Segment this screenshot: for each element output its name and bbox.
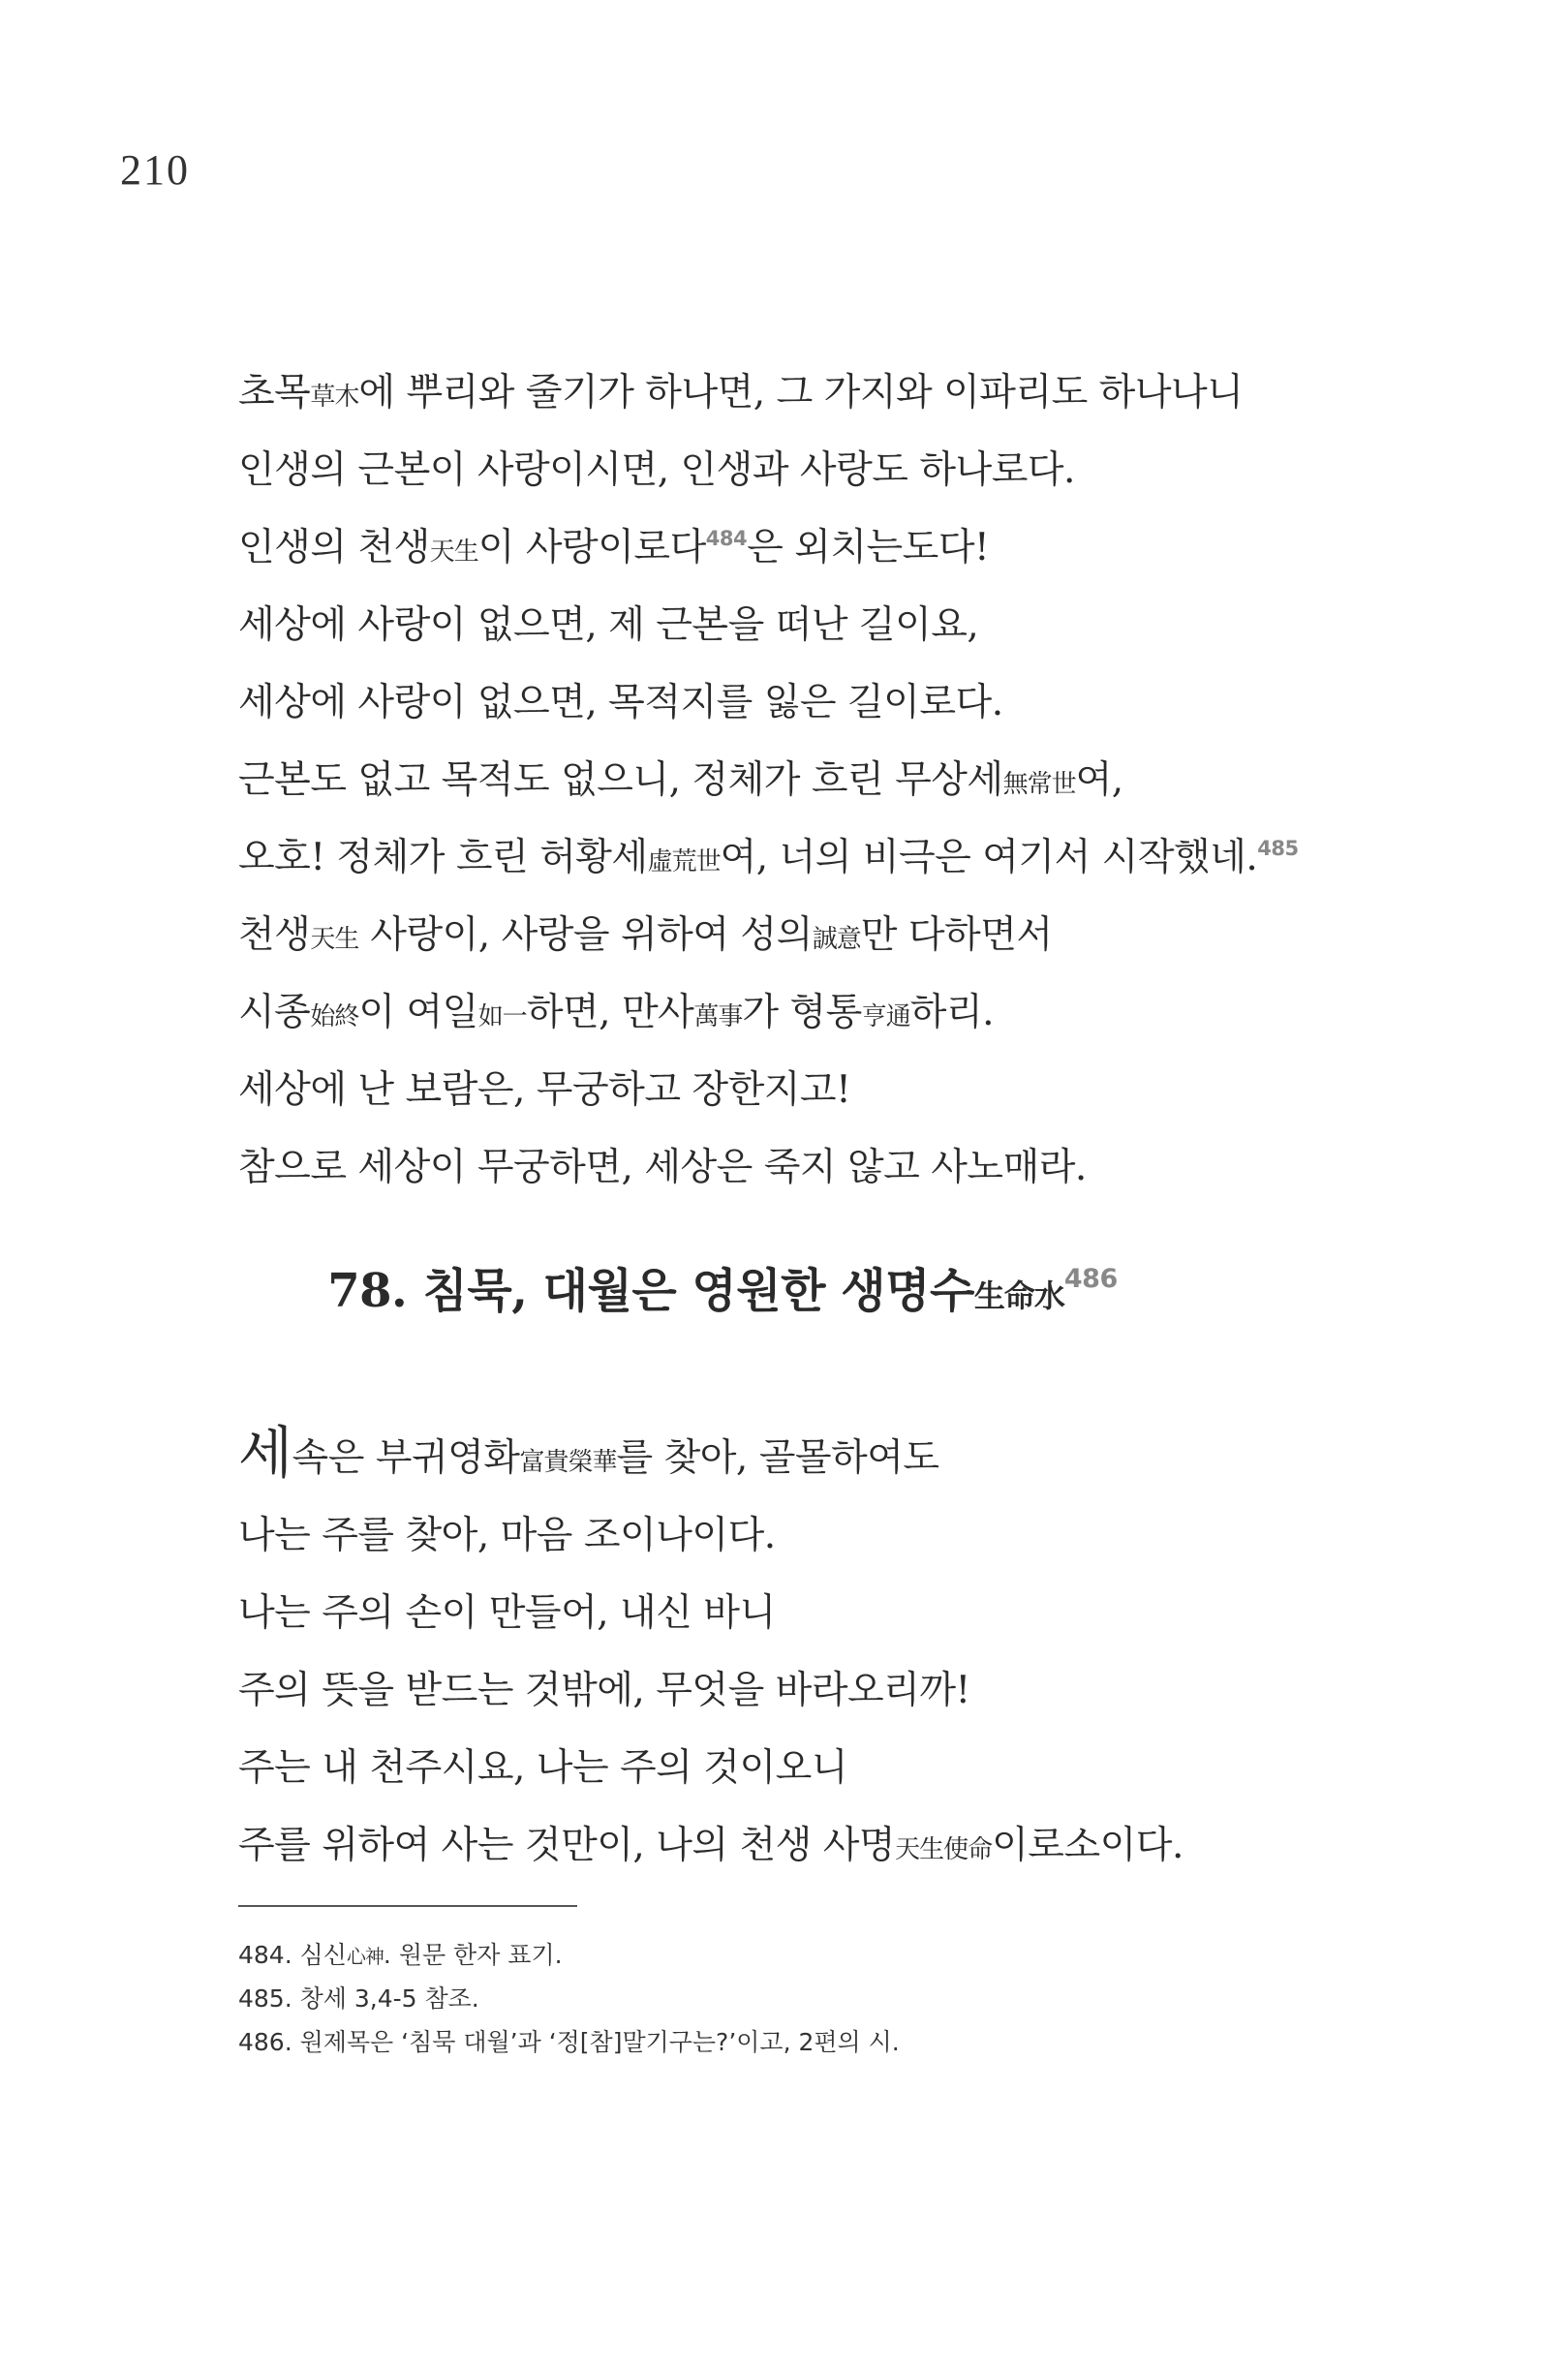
poem-line [238,1652,1459,1730]
poem-line [238,742,1459,819]
footnote-marker: 485 [1257,837,1299,860]
footnote-marker: 484 [705,527,748,550]
text-segment: 세상에 사랑이 없으면, 목적지를 잃은 길이로다. [238,681,1003,724]
text-segment: 486. 원제목은 ‘침묵 대월’과 ‘정[참]말기구는?’이고, 2편의 시. [238,2028,900,2056]
text-segment: 를 찾아, 골몰하여도 [616,1436,939,1480]
text-segment: 인생의 천생 [238,526,430,569]
text-segment: 초목 [238,371,311,415]
text-segment: 만 다하면서 [860,913,1053,957]
text-segment: 78. 침묵, 대월은 영원한 생명수 [327,1264,974,1318]
text-segment: . 원문 한자 표기. [383,1941,563,1969]
poem-line [238,587,1459,664]
poem-upper [238,354,1459,1207]
hanja-gloss: 富貴榮華 [519,1448,617,1477]
poem-line [238,1420,1459,1497]
hanja-gloss: 無常世 [1002,770,1076,799]
poem-line [238,1575,1459,1652]
hanja-gloss: 草木 [310,383,359,412]
hanja-gloss: 萬事 [693,1002,743,1031]
text-segment: 나는 주를 찾아, 마음 조이나이다. [238,1514,776,1557]
hanja-gloss: 心神 [346,1945,384,1968]
text-segment: 오호! 정체가 흐린 허황세 [238,836,648,879]
text-segment: 사랑이, 사랑을 위하여 성의 [358,913,813,957]
text-segment: 485. 창세 3,4-5 참조. [238,1984,479,2013]
text-segment: 이 사랑이로다 [477,526,706,569]
text-segment: 나는 주의 손이 만들어, 내신 바니 [238,1591,776,1635]
text-segment: 에 뿌리와 줄기가 하나면, 그 가지와 이파리도 하나나니 [358,371,1244,415]
hanja-gloss: 天生 [429,538,478,567]
hanja-gloss: 天生使命 [895,1835,993,1864]
poem-line [238,1497,1459,1575]
poem-line [238,509,1459,587]
poem-lower [238,1420,1459,1885]
footnote-item [238,1933,900,1977]
hanja-gloss: 亨通 [861,1002,910,1031]
text-segment: 천생 [238,913,311,957]
poem-line [238,1807,1459,1885]
poem-line [238,1730,1459,1807]
text-segment: 세상에 난 보람은, 무궁하고 장한지고! [238,1068,851,1112]
footnote-marker: 486 [1063,1264,1118,1294]
text-segment: 주를 위하여 사는 것만이, 나의 천생 사명 [238,1824,896,1867]
poem-line [238,1129,1459,1207]
hanja-gloss: 始終 [310,1002,359,1031]
text-segment: 주는 내 천주시요, 나는 주의 것이오니 [238,1746,847,1790]
footnotes [238,1933,900,2064]
hanja-gloss: 虛荒世 [647,847,721,876]
poem-line [238,819,1459,897]
hanja-gloss: 生命水 [973,1277,1064,1314]
text-segment: 484. 심신 [238,1941,347,1969]
text-segment: 주의 뜻을 받드는 것밖에, 무엇을 바라오리까! [238,1669,970,1712]
hanja-gloss: 誠意 [812,925,861,954]
hanja-gloss: 如一 [477,1002,527,1031]
text-segment: 시종 [238,991,311,1034]
text-segment: 여, 너의 비극은 여기서 시작했네. [720,836,1258,879]
text-segment: 근본도 없고 목적도 없으니, 정체가 흐린 무상세 [238,758,1003,802]
footnote-divider [238,1905,577,1907]
poem-line [238,1052,1459,1129]
text-segment: 여, [1075,758,1123,802]
poem-line [238,432,1459,509]
text-segment: 하면, 만사 [526,991,694,1034]
text-segment: 속은 부귀영화 [292,1436,520,1480]
page-number: 210 [120,146,190,194]
text-segment: 하리. [909,991,995,1034]
poem-line [238,354,1459,432]
text-segment: 이로소이다. [992,1824,1184,1867]
poem-line [238,664,1459,742]
hanja-gloss: 天生 [310,925,359,954]
footnote-item [238,1977,900,2020]
text-segment: 은 외치는도다! [747,526,990,569]
poem-line [238,897,1459,974]
text-segment: 가 형통 [742,991,862,1034]
footnote-item [238,2020,900,2064]
text-segment: 참으로 세상이 무궁하면, 세상은 죽지 않고 사노매라. [238,1146,1087,1189]
text-segment: 세상에 사랑이 없으면, 제 근본을 떠난 길이요, [238,603,979,647]
poem-line [238,974,1459,1052]
text-segment: 이 여일 [358,991,478,1034]
text-segment: 인생의 근본이 사랑이시면, 인생과 사랑도 하나로다. [238,448,1075,492]
drop-cap: 세 [238,1420,292,1486]
section-title [238,1253,1207,1320]
